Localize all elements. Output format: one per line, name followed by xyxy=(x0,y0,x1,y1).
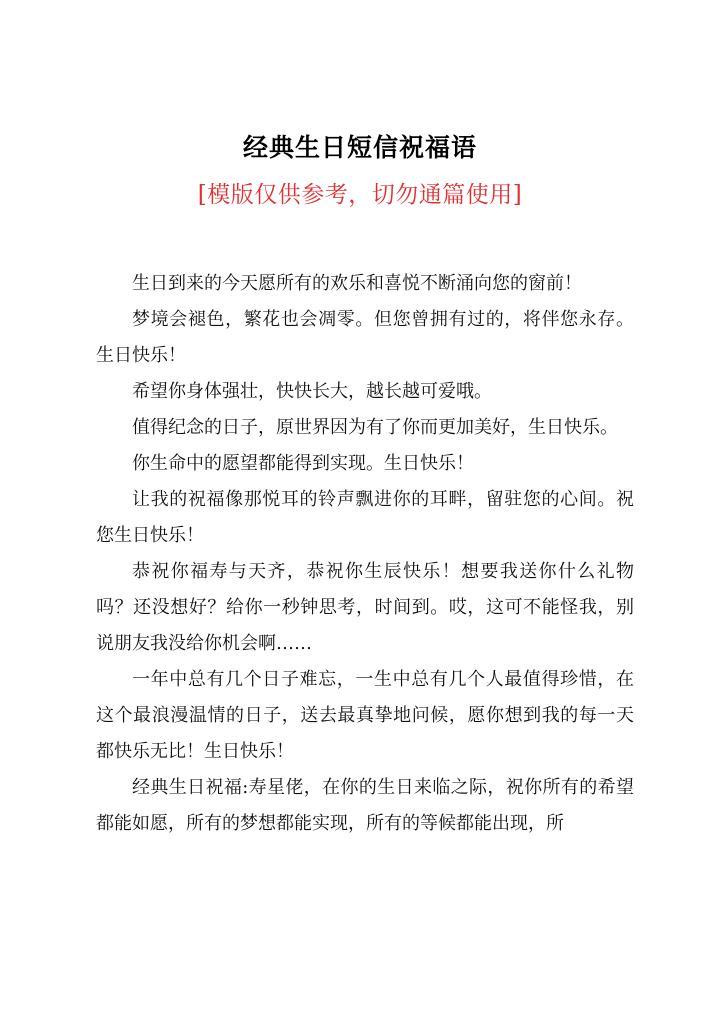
document-title: 经典生日短信祝福语 xyxy=(242,133,477,162)
paragraph: 让我的祝福像那悦耳的铃声飘进你的耳畔，留驻您的心间。祝您生日快乐！ xyxy=(96,489,634,546)
paragraph: 梦境会褪色，繁花也会凋零。但您曾拥有过的，将伴您永存。生日快乐！ xyxy=(96,309,634,366)
paragraph: 值得纪念的日子，原世界因为有了你而更加美好，生日快乐。 xyxy=(132,417,618,438)
paragraph: 一年中总有几个日子难忘，一生中总有几个人最值得珍惜，在这个最浪漫温情的日子，送去最真挚地问候，愿你想到我的每一天都快乐无比！生日快乐！ xyxy=(96,669,634,762)
paragraph: 生日到来的今天愿所有的欢乐和喜悦不断涌向您的窗前！ xyxy=(132,273,582,294)
paragraph: 恭祝你福寿与天齐，恭祝你生辰快乐！想要我送你什么礼物吗？还没想好？给你一秒钟思考，时间到。哎，这可不能怪我，别说朋友我没给你机会啊…… xyxy=(96,561,634,654)
template-notice: [模版仅供参考，切勿通篇使用] xyxy=(197,182,523,208)
paragraph: 经典生日祝福:寿星佬，在你的生日来临之际，祝你所有的希望都能如愿，所有的梦想都能实现，所有的等候都能出现，所 xyxy=(96,777,634,834)
paragraph: 希望你身体强壮，快快长大，越长越可爱哦。 xyxy=(132,381,492,402)
paragraph: 你生命中的愿望都能得到实现。生日快乐！ xyxy=(132,453,474,474)
document-body xyxy=(96,266,634,842)
